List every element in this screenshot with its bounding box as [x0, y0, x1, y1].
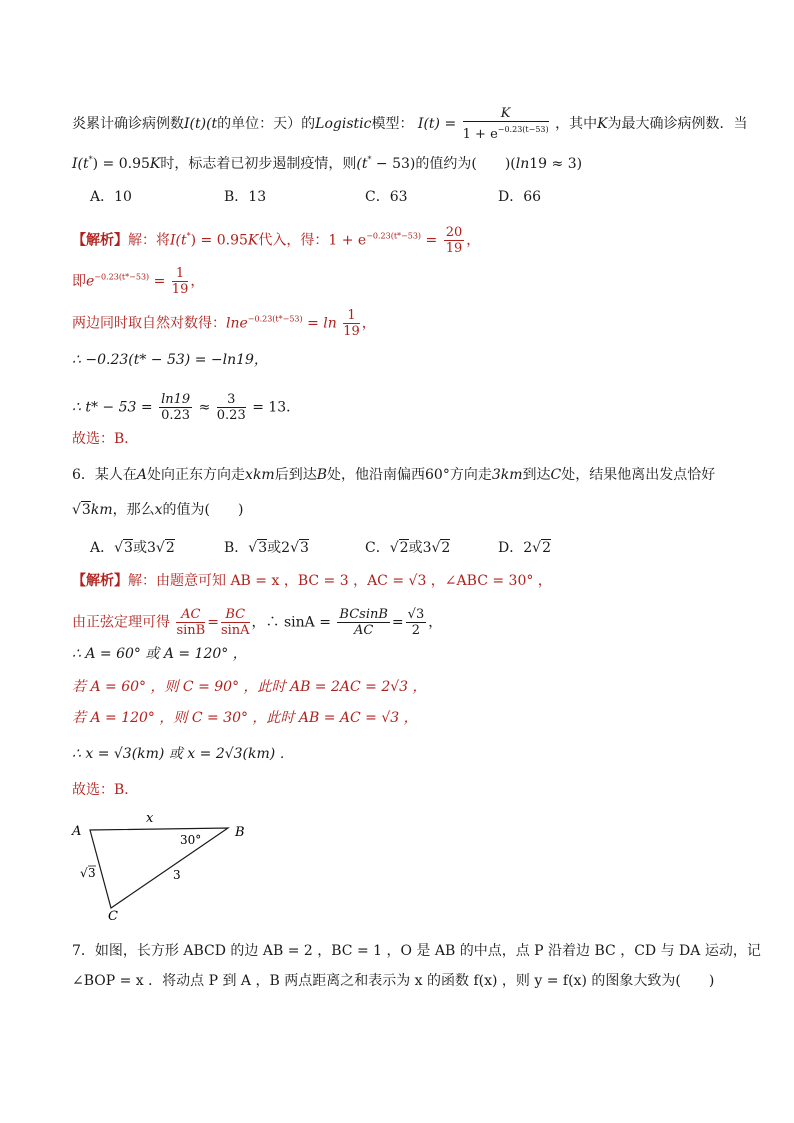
- solution-text: ∴ A = 60° 或 A = 120° ，: [72, 646, 247, 662]
- fraction-numerator: √3: [407, 607, 425, 622]
- solution-text: 解：由题意可知 AB = x ，BC = 3 ，AC = √3 ，∠ABC = 30° ，: [128, 573, 552, 589]
- q6-text: xkm: [245, 467, 275, 483]
- q5-option-d: D．66: [498, 189, 542, 205]
- sqrt: √3: [290, 540, 309, 556]
- q5-text: ) = 0.95: [92, 156, 150, 172]
- q5-answer: [72, 429, 138, 449]
- q5-solution-line-4: [72, 350, 268, 370]
- q5-text: ，其中: [555, 116, 598, 132]
- side-ac-radical: √: [80, 866, 88, 880]
- fraction-numerator: AC: [176, 607, 205, 623]
- fraction-denominator: 0.23: [161, 408, 191, 423]
- solution-text: e: [86, 273, 95, 290]
- solution-text: K: [247, 232, 259, 249]
- superscript: *: [88, 155, 93, 164]
- q6-option-b: [224, 538, 309, 558]
- fraction-numerator: 3: [217, 392, 246, 408]
- superscript: *: [367, 155, 372, 164]
- solution-text: = 13．: [252, 399, 301, 416]
- option-text: 3: [146, 540, 156, 556]
- sqrt-value: 2: [165, 540, 175, 556]
- fraction: [172, 266, 189, 297]
- solution-text: lne: [226, 315, 248, 332]
- q5-solution-line-2: [72, 266, 204, 297]
- q6-text: 后到达: [274, 467, 317, 483]
- q6-text: x: [154, 502, 163, 518]
- q5-text: 的值约为( )(: [415, 156, 516, 172]
- q5-stem-line-2: [72, 150, 582, 174]
- option-text: 或: [267, 540, 282, 556]
- fraction-numerator: 1: [172, 266, 189, 282]
- solution-text: =: [421, 232, 438, 249]
- q6-text: ，那么: [112, 502, 155, 518]
- solution-text: ∴ x = √3(km) 或 x = 2√3(km) ．: [72, 746, 294, 762]
- solution-text: =: [149, 273, 166, 290]
- q5-stem-line-1: [72, 106, 748, 142]
- solution-text: =: [391, 614, 404, 631]
- q6-solution-line-1: [72, 571, 552, 591]
- answer-text: 故选：B．: [72, 431, 139, 447]
- q5-text: 的单位：天）的: [217, 116, 316, 132]
- fraction: [176, 607, 205, 638]
- solution-text: ，: [466, 232, 481, 249]
- side-bc-label: 3: [173, 868, 181, 882]
- vertex-b-label: B: [235, 825, 245, 840]
- superscript: *: [186, 231, 191, 241]
- q6-text: km: [90, 502, 113, 518]
- fraction-denominator-text: 1 + e: [462, 127, 498, 142]
- angle-b-label: 30°: [180, 833, 202, 847]
- q7-stem-line-2: [72, 971, 714, 991]
- fraction-denominator: 2: [411, 623, 421, 638]
- sqrt-value: 2: [542, 540, 551, 556]
- fraction-numerator: BC: [221, 607, 250, 623]
- sqrt: √2: [532, 540, 551, 556]
- sqrt: √2: [389, 540, 409, 556]
- q6-text: 到达: [522, 467, 551, 483]
- exponent: −0.23(t−53): [497, 125, 549, 134]
- solution-text: ，: [428, 614, 443, 631]
- fraction-denominator: 19: [171, 282, 189, 297]
- q5-text: 19 ≈ 3): [529, 156, 583, 172]
- q5-text: 时，标志着已初步遏制疫情，则: [160, 156, 357, 172]
- triangle-abc: [90, 828, 228, 908]
- q6-solution-line-3: [72, 644, 247, 664]
- solution-text: ，∴ sinA =: [251, 614, 331, 631]
- q6-text: 处，结果他离出发点恰好: [561, 467, 716, 483]
- sqrt-value: 3: [124, 540, 133, 556]
- solution-text: ，: [361, 315, 376, 332]
- solution-tag: 【解析】: [72, 232, 128, 249]
- fraction: [221, 607, 250, 638]
- vertex-a-label: A: [72, 824, 82, 839]
- q6-option-c: [365, 538, 450, 558]
- fraction: [217, 392, 246, 423]
- fraction-denominator: 19: [343, 324, 360, 339]
- q6-text: 60°: [425, 467, 450, 483]
- q6-solution-line-5: [72, 708, 418, 728]
- solution-text: 若 A = 60° ，则 C = 90° ，此时 AB = 2AC = 2√3 ，: [72, 679, 427, 695]
- fraction-denominator: sinA: [220, 623, 250, 638]
- solution-text: ∴ −0.23(t* − 53) = −ln19，: [72, 352, 268, 368]
- q5-logistic-fraction: [463, 106, 549, 142]
- sqrt-value: 2: [399, 540, 409, 556]
- q5-text: I(t)(t: [184, 116, 218, 132]
- solution-text: I(t: [170, 232, 187, 249]
- fraction: [343, 308, 360, 339]
- q5-text: K: [149, 156, 161, 172]
- q5-solution-line-3: [72, 308, 376, 339]
- q5-text: 为最大确诊病例数．当: [607, 116, 748, 132]
- fraction-denominator: [463, 122, 549, 142]
- q5-text: 模型：: [371, 116, 414, 132]
- solution-text: 若 A = 120° ，则 C = 30° ，此时 AB = AC = √3 ，: [72, 710, 418, 726]
- fraction-denominator: 19: [445, 241, 463, 256]
- solution-text: 由正弦定理可得: [72, 614, 170, 631]
- option-label: C．: [365, 540, 390, 556]
- fraction: [444, 225, 465, 256]
- q6-solution-line-2: [72, 607, 442, 638]
- q6-solution-line-4: [72, 677, 427, 697]
- q6-text: 处向正东方向走: [147, 467, 246, 483]
- solution-text: 1 + e: [328, 232, 367, 249]
- q6-text: A: [136, 467, 148, 483]
- q6-answer: [72, 780, 138, 800]
- solution-text: 解：将: [128, 232, 170, 249]
- solution-text: 两边同时取自然对数得：: [72, 315, 226, 332]
- sqrt-value: 2: [441, 540, 451, 556]
- q7-text: ∠BOP = x ．将动点 P 到 A ，B 两点距离之和表示为 x 的函数 f(x) ，则 y = f(x) 的图象大致为( ): [72, 973, 715, 989]
- q7-stem-line-1: [72, 941, 761, 961]
- sqrt-value: 3: [258, 540, 268, 556]
- option-text: 2: [281, 540, 291, 556]
- exponent: −0.23(t*−53): [247, 314, 303, 324]
- q5-text: Logistic: [315, 116, 372, 132]
- sqrt-value: 3: [81, 502, 91, 518]
- q6-stem-line-1: [72, 465, 715, 485]
- solution-text: = ln: [302, 315, 337, 332]
- q6-text: 方向走: [449, 467, 492, 483]
- q6-text: 处，他沿南偏西: [327, 467, 425, 483]
- q5-text: I(t: [72, 156, 89, 172]
- q6-stem-line-2: [72, 500, 243, 520]
- q5-formula: I(t) =: [417, 116, 457, 132]
- fraction-numerator: 20: [445, 225, 463, 240]
- sqrt: √2: [431, 540, 451, 556]
- solution-text: ，: [190, 273, 205, 290]
- q6-text: 3km: [491, 467, 523, 483]
- q5-text: 炎累计确诊病例数: [72, 116, 184, 132]
- fraction-denominator: AC: [354, 623, 374, 638]
- option-text: 2: [523, 540, 533, 556]
- sqrt: √3: [114, 540, 133, 556]
- q5-text: − 53): [371, 156, 416, 172]
- fraction-denominator: sinB: [176, 623, 206, 638]
- exponent: −0.23(t*−53): [94, 272, 150, 282]
- fraction: [337, 607, 390, 638]
- q6-text: 6．某人在: [72, 467, 137, 483]
- sqrt: √3: [72, 502, 91, 518]
- option-text: 3: [422, 540, 432, 556]
- q5-solution-line-1: [72, 225, 480, 256]
- vertex-c-label: C: [108, 909, 118, 924]
- fraction-numerator: 1: [343, 308, 360, 324]
- fraction-numerator: K: [463, 106, 549, 122]
- fraction-numerator: ln19: [161, 392, 191, 407]
- solution-text: 代入，得：: [258, 232, 329, 249]
- option-text: 或: [408, 540, 423, 556]
- fraction-denominator: 0.23: [216, 408, 246, 423]
- q6-solution-line-6: [72, 744, 294, 764]
- q5-text: K: [597, 116, 608, 132]
- side-ab-label: x: [146, 811, 154, 826]
- sqrt-value: 3: [299, 540, 309, 556]
- option-text: 或: [132, 540, 147, 556]
- triangle-figure: [60, 808, 260, 928]
- q5-option-b: B．13: [224, 189, 267, 205]
- option-label: B．: [224, 540, 249, 556]
- q5-text: (t: [356, 156, 368, 172]
- q6-text: 的值为( ): [162, 502, 244, 518]
- q5-solution-line-5: [72, 392, 300, 423]
- solution-text: ) = 0.95: [190, 232, 248, 249]
- q6-option-a: [90, 538, 175, 558]
- q6-option-d: [498, 538, 551, 558]
- fraction: [159, 392, 192, 423]
- solution-text: ≈: [198, 399, 211, 416]
- solution-tag: 【解析】: [72, 573, 128, 589]
- q7-text: 7．如图，长方形 ABCD 的边 AB = 2 ，BC = 1 ，O 是 AB 的中点，点 P 沿着边 BC ，CD 与 DA 运动，记: [72, 943, 761, 959]
- sqrt: √2: [155, 540, 175, 556]
- q5-text: ln: [515, 156, 530, 172]
- sqrt: √3: [248, 540, 268, 556]
- solution-text: 即: [72, 273, 86, 290]
- solution-text: =: [207, 614, 219, 631]
- q5-option-a: A．10: [90, 189, 132, 205]
- exponent: −0.23(t*−53): [366, 231, 422, 241]
- option-label: A．: [90, 540, 115, 556]
- answer-text: 故选：B．: [72, 782, 139, 798]
- option-label: D．: [498, 540, 524, 556]
- q5-option-c: C．63: [365, 189, 408, 205]
- fraction-numerator: BCsinB: [339, 607, 388, 622]
- side-ac-label: 3: [88, 866, 96, 880]
- fraction: [406, 607, 427, 638]
- q6-text: B: [316, 467, 327, 483]
- solution-text: ∴ t* − 53 =: [72, 399, 153, 416]
- q6-text: C: [550, 467, 562, 483]
